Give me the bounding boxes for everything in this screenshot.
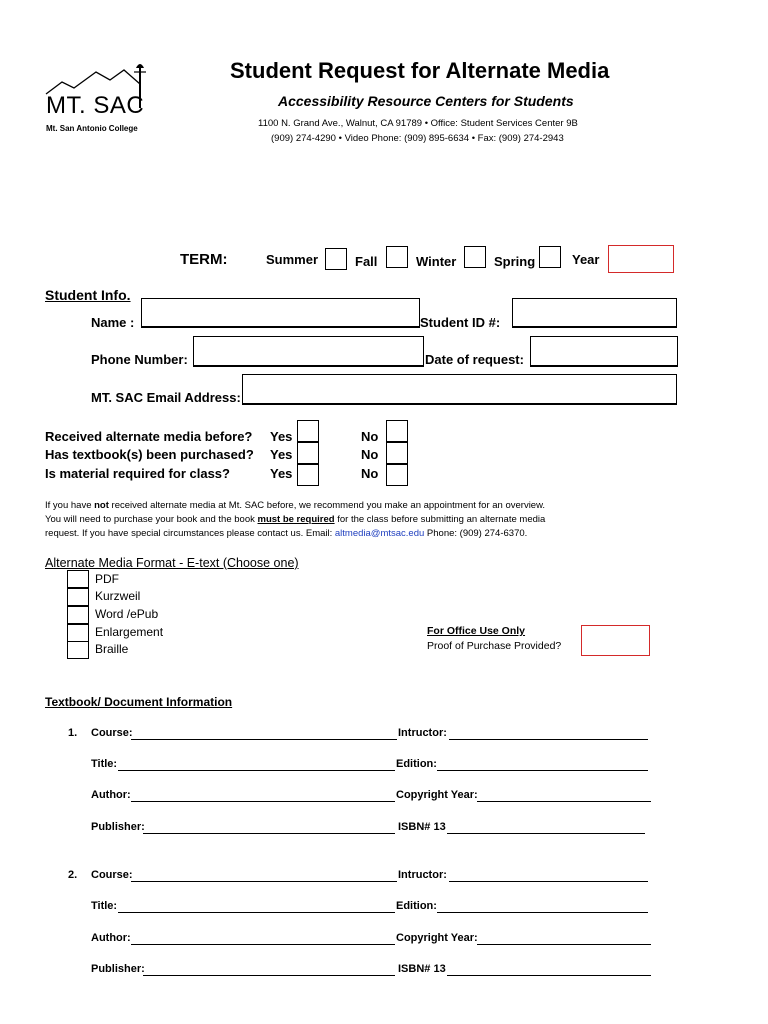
logo-subtext: Mt. San Antonio College: [46, 124, 138, 133]
entry-1-edition-line[interactable]: [437, 770, 648, 771]
entry-2-isbn-line[interactable]: [447, 975, 651, 976]
question-required-yes-checkbox[interactable]: [297, 464, 319, 486]
entry-1-copyright-line[interactable]: [477, 801, 651, 802]
phone-line: (909) 274-4290 • Video Phone: (909) 895-6634 • Fax: (909) 274-2943: [271, 133, 564, 144]
entry-2-isbn-label: ISBN# 13: [398, 963, 446, 975]
entry-2-number: 2.: [68, 869, 78, 881]
term-year-label: Year: [572, 252, 600, 267]
entry-2-author-label: Author:: [91, 932, 131, 944]
email-field[interactable]: [242, 374, 677, 405]
term-option-fall-label: Fall: [355, 254, 378, 269]
format-option-word-epub-checkbox[interactable]: [67, 606, 89, 624]
proof-of-purchase-field[interactable]: [581, 625, 650, 656]
entry-2-publisher-label: Publisher:: [91, 963, 145, 975]
entry-2-instructor-line[interactable]: [449, 881, 648, 882]
question-required-no-label: No: [361, 466, 379, 481]
logo-text: MT. SAC: [46, 92, 145, 119]
entry-2-edition-line[interactable]: [437, 912, 648, 913]
format-option-kurzweil-checkbox[interactable]: [67, 588, 89, 606]
question-purchased-no-checkbox[interactable]: [386, 442, 408, 464]
question-required-yes-label: Yes: [270, 466, 293, 481]
entry-2-edition-label: Edition:: [396, 900, 437, 912]
entry-1-instructor-label: Intructor:: [398, 727, 447, 739]
term-option-summer-label: Summer: [266, 252, 319, 267]
form-subtitle: Accessibility Resource Centers for Students: [278, 93, 574, 109]
phone-number-field[interactable]: [193, 336, 424, 367]
name-field[interactable]: [141, 298, 420, 328]
format-option-enlargement-label: Enlargement: [95, 625, 164, 639]
format-option-word-epub-label: Word /ePub: [95, 607, 159, 621]
entry-1-publisher-label: Publisher:: [91, 821, 145, 833]
format-option-pdf-checkbox[interactable]: [67, 570, 89, 588]
question-received-no-checkbox[interactable]: [386, 420, 408, 442]
entry-1-title-line[interactable]: [118, 770, 395, 771]
format-section-title: Alternate Media Format - E-text (Choose one): [45, 556, 299, 570]
term-year-field[interactable]: [608, 245, 674, 273]
term-option-winter-label: Winter: [416, 254, 457, 269]
entry-2-author-line[interactable]: [131, 944, 395, 945]
question-received-yes-label: Yes: [270, 429, 293, 444]
entry-1-course-line[interactable]: [131, 739, 397, 740]
form-title: Student Request for Alternate Media: [230, 58, 610, 83]
entry-2-instructor-label: Intructor:: [398, 869, 447, 881]
question-received-before: Received alternate media before?: [45, 429, 253, 444]
format-option-kurzweil-label: Kurzweil: [95, 589, 141, 603]
entry-1-edition-label: Edition:: [396, 758, 437, 770]
entry-2-title-line[interactable]: [118, 912, 395, 913]
student-id-field[interactable]: [512, 298, 677, 328]
term-summer-checkbox[interactable]: [325, 248, 347, 270]
question-required-no-checkbox[interactable]: [386, 464, 408, 486]
student-id-label: Student ID #:: [420, 315, 501, 330]
entry-1-author-line[interactable]: [131, 801, 395, 802]
proof-of-purchase-label: Proof of Purchase Provided?: [427, 640, 562, 652]
phone-number-label: Phone Number:: [91, 352, 188, 367]
logo: [44, 58, 154, 138]
entry-1-copyright-label: Copyright Year:: [396, 789, 478, 801]
term-fall-checkbox[interactable]: [386, 246, 408, 268]
question-purchased-yes-label: Yes: [270, 447, 293, 462]
question-received-no-label: No: [361, 429, 379, 444]
format-option-braille-checkbox[interactable]: [67, 641, 89, 659]
entry-2-copyright-line[interactable]: [477, 944, 651, 945]
name-label: Name :: [91, 315, 135, 330]
email-label: MT. SAC Email Address:: [91, 390, 241, 405]
date-of-request-field[interactable]: [530, 336, 678, 367]
question-received-yes-checkbox[interactable]: [297, 420, 319, 442]
entry-2-course-label: Course:: [91, 869, 133, 881]
format-option-pdf-label: PDF: [95, 572, 119, 586]
entry-1-course-label: Course:: [91, 727, 133, 739]
entry-1-number: 1.: [68, 727, 78, 739]
textbook-section-title: Textbook/ Document Information: [45, 695, 233, 709]
notice-paragraph: If you have not received alternate media at Mt. SAC before, we recommend you make an appointment for an overview. You will need to purchase your book and the book must be required for the class before submitting an alternate media request. If you have special circumstances please contact us. Email: altmedia@mtsac.edu Phone: (909) 274-6370.: [45, 500, 546, 539]
entry-2-copyright-label: Copyright Year:: [396, 932, 478, 944]
question-textbook-purchased: Has textbook(s) been purchased?: [45, 447, 254, 462]
term-label: TERM:: [180, 251, 228, 268]
entry-2-course-line[interactable]: [131, 881, 397, 882]
entry-2-title-label: Title:: [91, 900, 118, 912]
entry-1-instructor-line[interactable]: [449, 739, 648, 740]
term-spring-checkbox[interactable]: [539, 246, 561, 268]
question-material-required: Is material required for class?: [45, 466, 230, 481]
question-purchased-yes-checkbox[interactable]: [297, 442, 319, 464]
entry-2-publisher-line[interactable]: [143, 975, 395, 976]
format-option-braille-label: Braille: [95, 642, 129, 656]
term-winter-checkbox[interactable]: [464, 246, 486, 268]
date-of-request-label: Date of request:: [425, 352, 524, 367]
address-line: 1100 N. Grand Ave., Walnut, CA 91789 • Office: Student Services Center 9B: [258, 118, 578, 129]
term-option-spring-label: Spring: [494, 254, 536, 269]
entry-1-publisher-line[interactable]: [143, 833, 395, 834]
entry-1-author-label: Author:: [91, 789, 131, 801]
entry-1-isbn-label: ISBN# 13: [398, 821, 446, 833]
entry-1-title-label: Title:: [91, 758, 118, 770]
question-purchased-no-label: No: [361, 447, 379, 462]
office-use-title: For Office Use Only: [427, 625, 526, 637]
student-info-title: Student Info.: [45, 287, 131, 303]
entry-1-isbn-line[interactable]: [447, 833, 645, 834]
format-option-enlargement-checkbox[interactable]: [67, 624, 89, 642]
email-link[interactable]: altmedia@mtsac.edu: [334, 528, 425, 539]
